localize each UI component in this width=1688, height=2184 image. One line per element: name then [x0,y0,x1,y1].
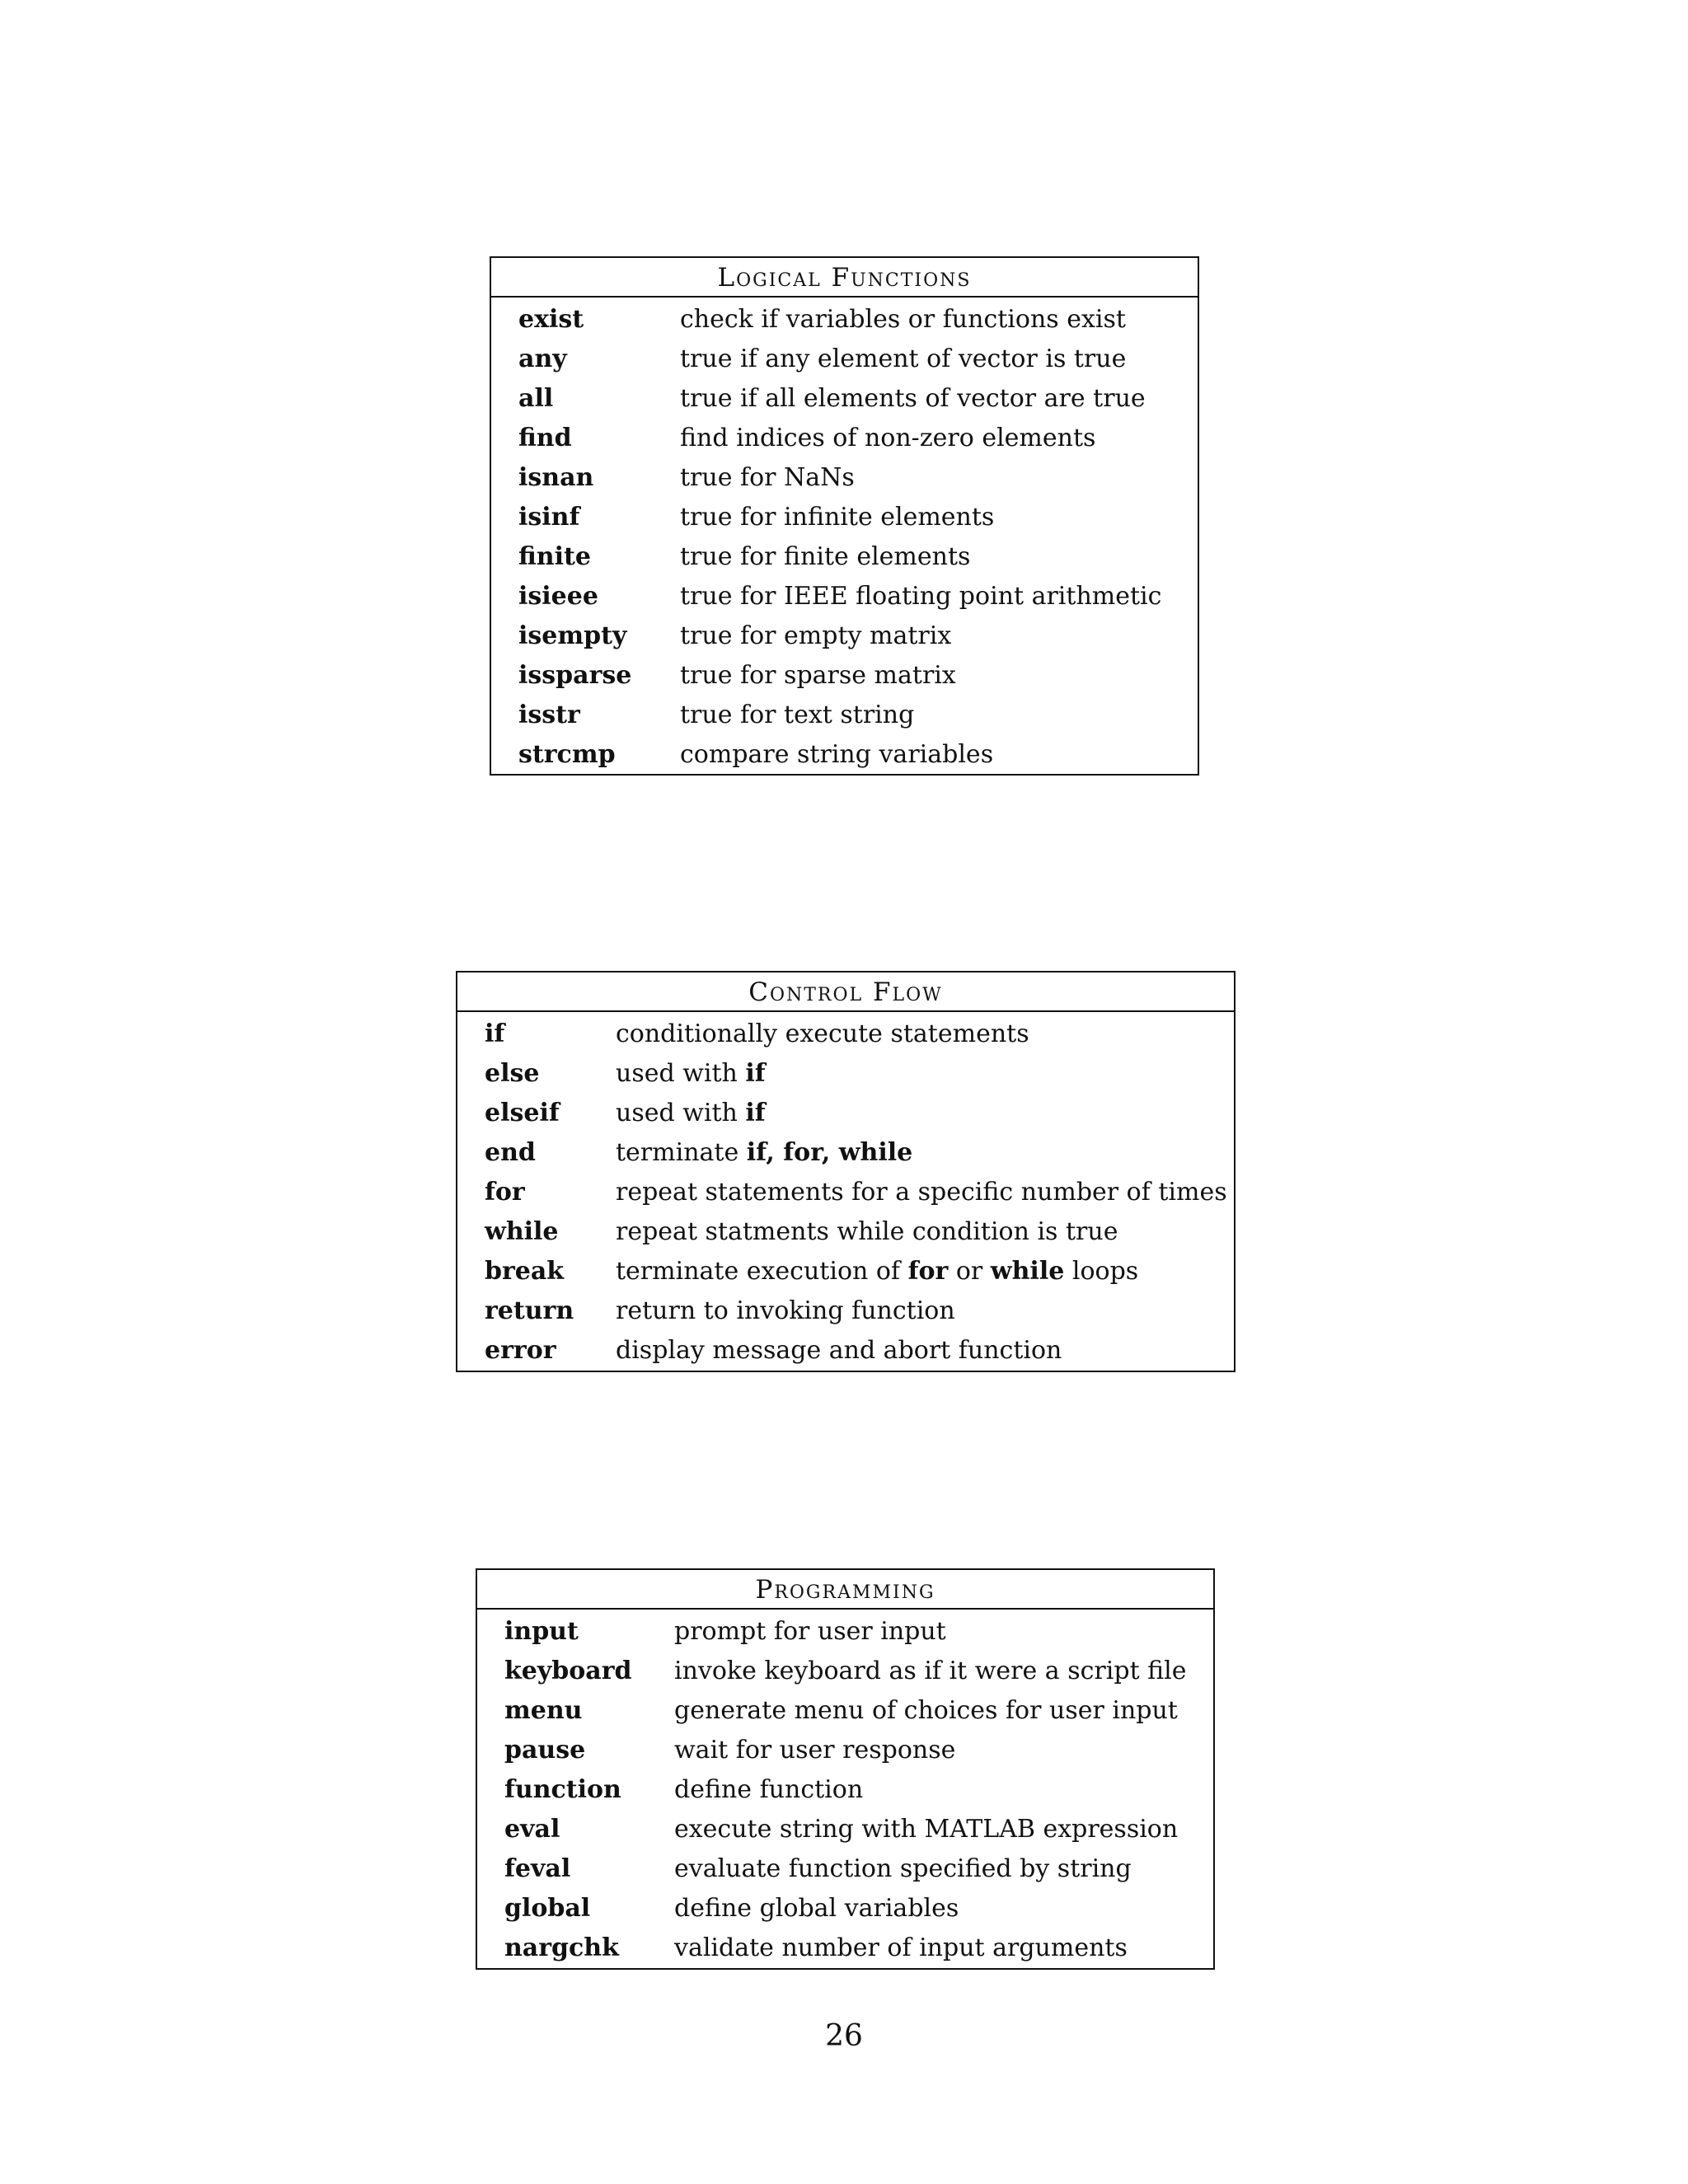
command-description: true for infinite elements [680,502,995,532]
command-name: exist [518,304,584,334]
command-description: invoke keyboard as if it were a script file [674,1656,1187,1685]
table-row [457,1014,1234,1053]
command-name: if [485,1019,505,1048]
table-title: Programming [477,1570,1213,1610]
command-name: isinf [518,502,580,532]
programming-table [476,1568,1215,1970]
command-description: true for sparse matrix [680,660,956,690]
table-row [491,537,1198,576]
keyword-reference: if [745,1058,766,1088]
command-name: isstr [518,700,580,729]
command-name: any [518,344,567,373]
keyword-reference: if, for, while [746,1137,913,1167]
table-row [477,1611,1213,1651]
command-name: strcmp [518,739,616,769]
table-row [477,1690,1213,1730]
table-row [491,378,1198,418]
command-description: true if all elements of vector are true [680,383,1146,413]
command-name: function [504,1774,621,1804]
description-text: or [948,1256,991,1286]
command-description: true for finite elements [680,541,971,571]
command-name: pause [504,1735,586,1765]
table-row [491,457,1198,497]
table-row [477,1769,1213,1809]
table-rows [491,298,1198,774]
table-row [457,1132,1234,1172]
command-description: define function [674,1774,864,1804]
command-description: true for empty matrix [680,621,952,650]
command-description: return to invoking function [616,1296,955,1325]
description-text: used with [616,1098,746,1127]
table-title: Control Flow [457,972,1234,1012]
command-description: find indices of non-zero elements [680,423,1096,452]
command-name: return [485,1296,574,1325]
table-row [491,418,1198,457]
table-row [491,655,1198,695]
table-row [457,1053,1234,1093]
command-description: prompt for user input [674,1616,946,1646]
command-description [616,1257,1138,1286]
table-title: Logical Functions [491,258,1198,298]
command-name: find [518,423,572,452]
command-description: wait for user response [674,1735,956,1765]
command-name: elseif [485,1098,560,1127]
description-text: used with [616,1058,746,1088]
table-row [491,299,1198,339]
command-name: for [485,1177,525,1207]
table-row [477,1809,1213,1849]
table-rows [477,1610,1213,1967]
command-name: isempty [518,621,627,650]
command-name: end [485,1137,536,1167]
table-row [457,1172,1234,1212]
command-description: true for text string [680,700,915,729]
table-row [491,734,1198,774]
table-rows [457,1012,1234,1370]
command-name: else [485,1058,540,1088]
logical-functions-table [490,256,1199,776]
command-name: while [485,1216,559,1246]
command-name: isieee [518,581,598,611]
command-description: validate number of input arguments [674,1933,1128,1962]
table-row [491,695,1198,734]
table-row [491,616,1198,655]
table-row [491,497,1198,537]
command-name: global [504,1893,591,1923]
command-name: error [485,1335,556,1365]
command-description: true for NaNs [680,462,855,492]
command-description: repeat statements for a specific number of times [616,1177,1227,1207]
command-name: isnan [518,462,594,492]
control-flow-table [456,971,1236,1372]
command-name: all [518,383,554,413]
command-name: menu [504,1695,583,1725]
table-row [457,1291,1234,1330]
page-number: 26 [825,2019,863,2053]
command-description: execute string with MATLAB expression [674,1814,1179,1844]
table-row [477,1928,1213,1967]
command-name: break [485,1256,565,1286]
command-description: repeat statments while condition is true [616,1216,1118,1246]
command-name: nargchk [504,1933,619,1962]
description-text: terminate execution of [616,1256,908,1286]
command-description: true if any element of vector is true [680,344,1127,373]
command-description [616,1138,912,1167]
keyword-reference: while [990,1256,1065,1286]
keyword-reference: for [907,1256,949,1286]
command-description: compare string variables [680,739,994,769]
table-row [457,1093,1234,1132]
keyword-reference: if [745,1098,766,1127]
description-text: loops [1064,1256,1139,1286]
table-row [457,1251,1234,1291]
command-name: finite [518,541,591,571]
command-description [616,1099,766,1127]
command-description: conditionally execute statements [616,1019,1029,1048]
command-name: feval [504,1854,571,1883]
table-row [477,1888,1213,1928]
table-row [491,339,1198,378]
table-row [477,1849,1213,1888]
table-row [477,1651,1213,1690]
command-name: input [504,1616,579,1646]
command-name: keyboard [504,1656,632,1685]
command-description: generate menu of choices for user input [674,1695,1178,1725]
command-description: display message and abort function [616,1335,1062,1365]
description-text: terminate [616,1137,747,1167]
table-row [491,576,1198,616]
command-description [616,1059,766,1088]
command-description: evaluate function specified by string [674,1854,1132,1883]
table-row [477,1730,1213,1769]
table-row [457,1330,1234,1370]
command-description: check if variables or functions exist [680,304,1126,334]
command-name: issparse [518,660,632,690]
command-description: define global variables [674,1893,959,1923]
command-description: true for IEEE floating point arithmetic [680,581,1162,611]
table-row [457,1212,1234,1251]
command-name: eval [504,1814,560,1844]
